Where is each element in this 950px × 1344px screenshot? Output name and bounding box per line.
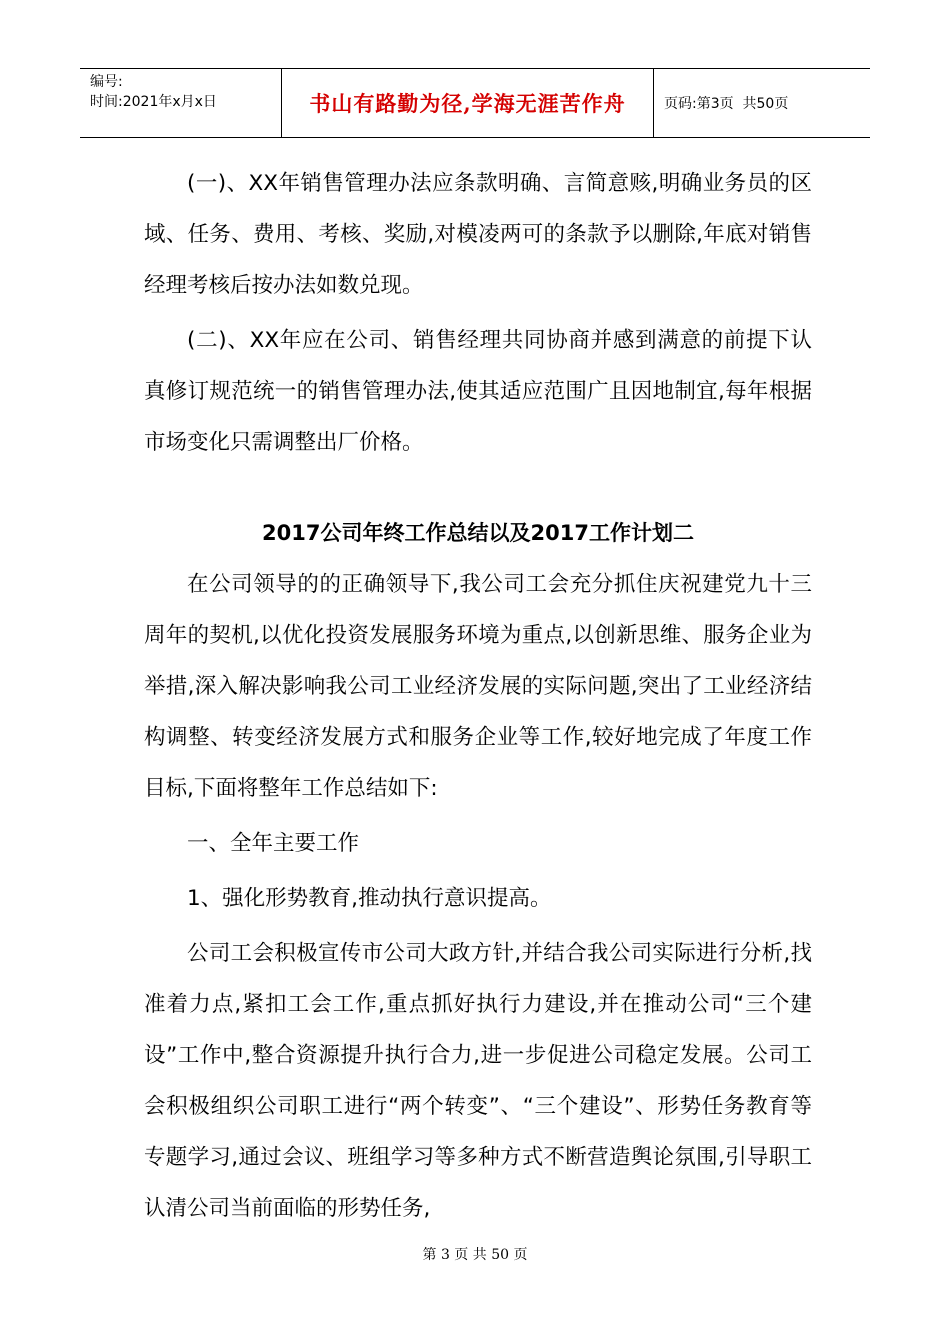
header-motto-cell bbox=[282, 69, 654, 137]
header-meta-cell bbox=[80, 69, 282, 137]
body-paragraph: 公司工会积极宣传市公司大政方针,并结合我公司实际进行分析,找准着力点,紧扣工会工作,重点抓好执行力建设,并在推动公司“三个建设”工作中,整合资源提升执行合力,进一步促进公司稳定发展。公司工会积极组织公司职工进行“两个转变”、“三个建设”、形势任务教育等专题学习,通过会议、班组学习等多种方式不断营造舆论氛围,引导职工认清公司当前面临的形势任务, bbox=[144, 941, 812, 1221]
subsection-heading: 一、全年主要工作 bbox=[187, 831, 360, 856]
section-heading: 2017公司年终工作总结以及2017工作计划二 bbox=[262, 521, 694, 545]
header-page-info: 页码:第3页 共50页 bbox=[664, 96, 789, 112]
body-paragraph: 在公司领导的的正确领导下,我公司工会充分抓住庆祝建党九十三周年的契机,以优化投资发展服务环境为重点,以创新思维、服务企业为举措,深入解决影响我公司工业经济发展的实际问题,突出了工业经济结构调整、转变经济发展方式和服务企业等工作,较好地完成了年度工作目标,下面将整年工作总结如下: bbox=[144, 572, 812, 801]
page-footer: 第 3 页 共 50 页 bbox=[422, 1247, 528, 1263]
document-number-label: 编号: bbox=[90, 74, 123, 90]
body-paragraph: (二)、XX年应在公司、销售经理共同协商并感到满意的前提下认真修订规范统一的销售管理办法,使其适应范围广且因地制宜,每年根据市场变化只需调整出厂价格。 bbox=[144, 328, 812, 455]
document-time-label: 时间:2021年x月x日 bbox=[90, 94, 217, 110]
header-motto: 书山有路勤为径,学海无涯苦作舟 bbox=[309, 91, 626, 116]
page-header bbox=[80, 68, 870, 138]
body-paragraph: (一)、XX年销售管理办法应条款明确、言简意赅,明确业务员的区域、任务、费用、考核、奖励,对模凌两可的条款予以删除,年底对销售经理考核后按办法如数兑现。 bbox=[144, 171, 812, 298]
document-body bbox=[144, 158, 812, 1234]
subsection-item: 1、强化形势教育,推动执行意识提高。 bbox=[187, 886, 552, 911]
header-page-cell bbox=[654, 69, 870, 137]
